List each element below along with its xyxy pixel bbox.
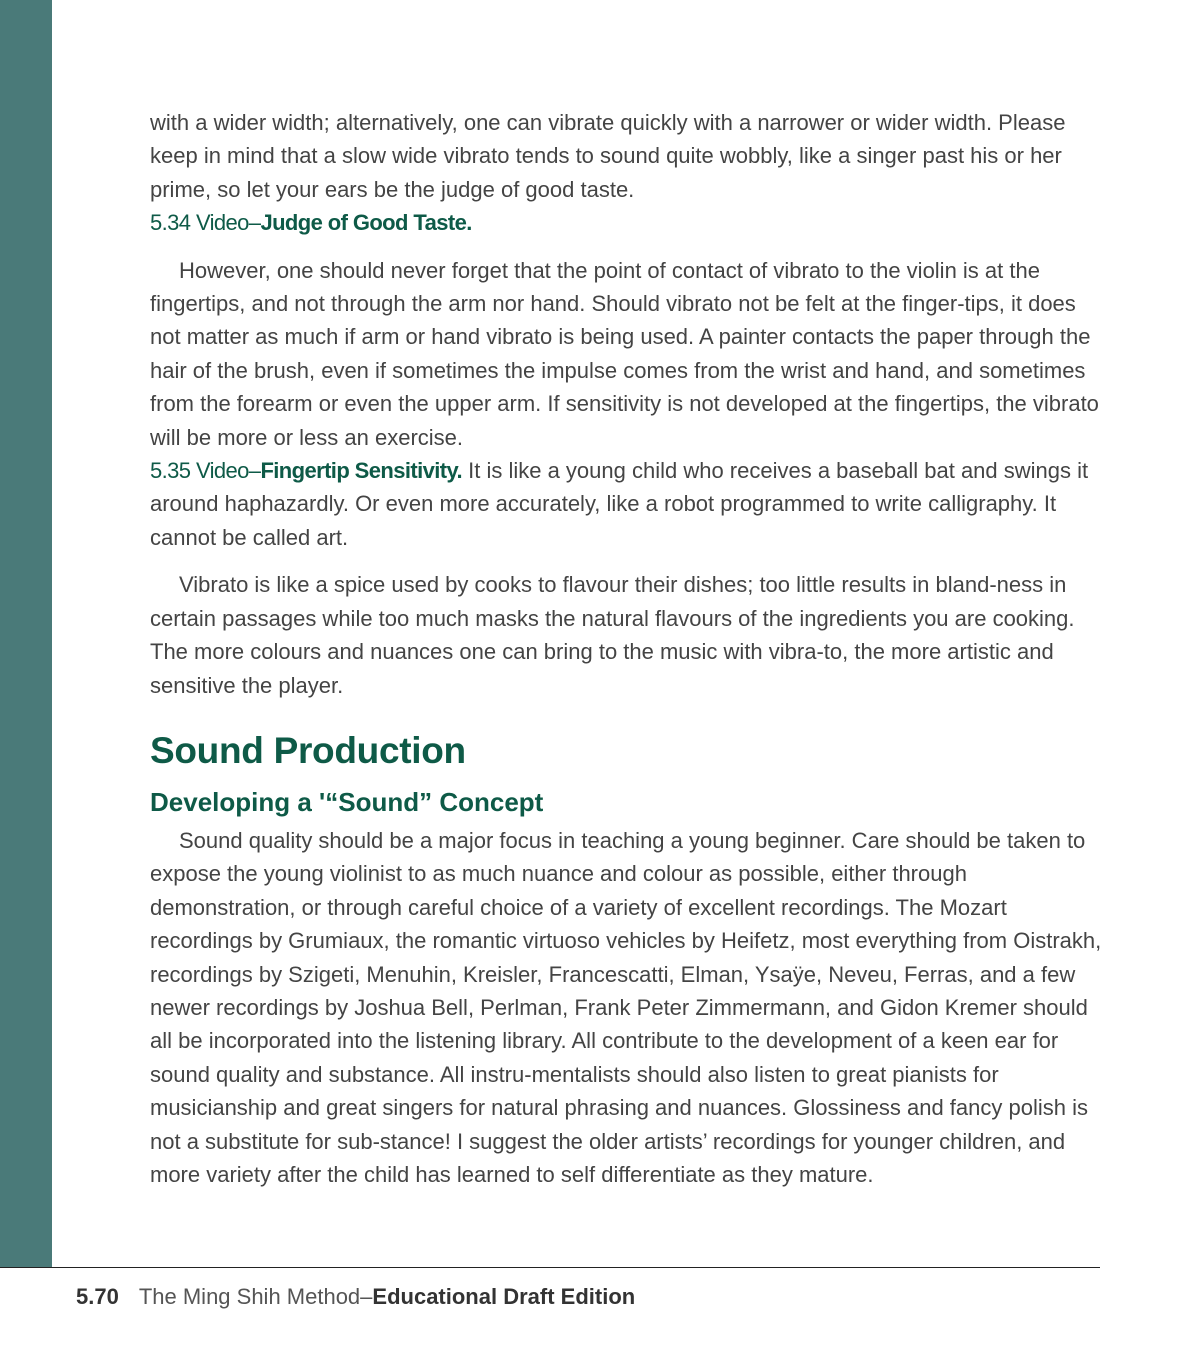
paragraph-3-text: It is like a young child who receives a baseball bat and swings it around haphazardly. Or even more accurately, like a robot programmed to write calligraphy. It cannot be called art. (150, 458, 1089, 550)
subsection-heading: Developing a '“Sound” Concept (150, 786, 544, 817)
video-label: Video– (195, 458, 261, 484)
video-title: Judge of Good Taste. (260, 210, 472, 236)
video-reference-5-35[interactable] (150, 458, 462, 483)
paragraph-5: Sound quality should be a major focus in teaching a young beginner. Care should be taken to expose the young violinist to as much nuance and colour as possible, either through demonstration, or through careful choice of a variety of excellent recordings. The Mozart recordings by Grumiaux, the romantic virtuoso vehicles by Heifetz, most everything from Oistrakh, recordings by Szigeti, Menuhin, Kreisler, Francescatti, Elman, Ysaÿe, Neveu, Ferras, and a few newer recordings by Joshua Bell, Perlman, Frank Peter Zimmermann, and Gidon Kremer should all be incorporated into the listening library. All contribute to the development of a keen ear for sound quality and substance. All instru-mentalists should also listen to great pianists for musicianship and great singers for natural phrasing and nuances. Glossiness and fancy polish is not a substitute for sub-stance! I suggest the older artists’ recordings for younger children, and more variety after the child has learned to self differentiate as they mature. (150, 827, 1102, 1187)
section-heading: Sound Production (150, 729, 466, 771)
paragraph-4: Vibrato is like a spice used by cooks to flavour their dishes; too little results in bland-ness in certain passages while too much masks the natural flavours of the ingredients you are cooking. The more colours and nuances one can bring to the music with vibra-to, the more artistic and sensitive the player. (150, 572, 1075, 698)
page-content (150, 106, 1102, 1191)
video-number: 5.34 (150, 210, 191, 236)
paragraph-2: However, one should never forget that the point of contact of vibrato to the violin is at the fingertips, and not through the arm nor hand. Should vibrato not be felt at the finger-tips, it does not matter as much if arm or hand vibrato is being used. A painter contacts the paper through the hair of the brush, even if sometimes the impulse comes from the wrist and hand, and sometimes from the forearm or even the upper arm. If sensitivity is not developed at the fingertips, the vibrato will be more or less an exercise. (150, 257, 1099, 450)
paragraph-3 (150, 454, 1102, 554)
page-footer (76, 1282, 635, 1312)
video-number: 5.35 (150, 458, 191, 484)
video-reference-5-34[interactable] (150, 206, 1102, 239)
video-title: Fingertip Sensitivity. (260, 458, 462, 484)
paragraph-1: with a wider width; alternatively, one can vibrate quickly with a narrower or wider width. Please keep in mind that a slow wide vibrato tends to sound quite wobbly, like a singer past his or her prime, so let your ears be the judge of good taste. (150, 110, 1066, 202)
page-number: 5.70 (76, 1284, 119, 1309)
video-label: Video– (195, 210, 261, 236)
book-title: The Ming Shih Method– (138, 1284, 373, 1309)
side-color-band (0, 0, 52, 1268)
edition-label: Educational Draft Edition (372, 1284, 636, 1309)
footer-divider (0, 1267, 1100, 1268)
